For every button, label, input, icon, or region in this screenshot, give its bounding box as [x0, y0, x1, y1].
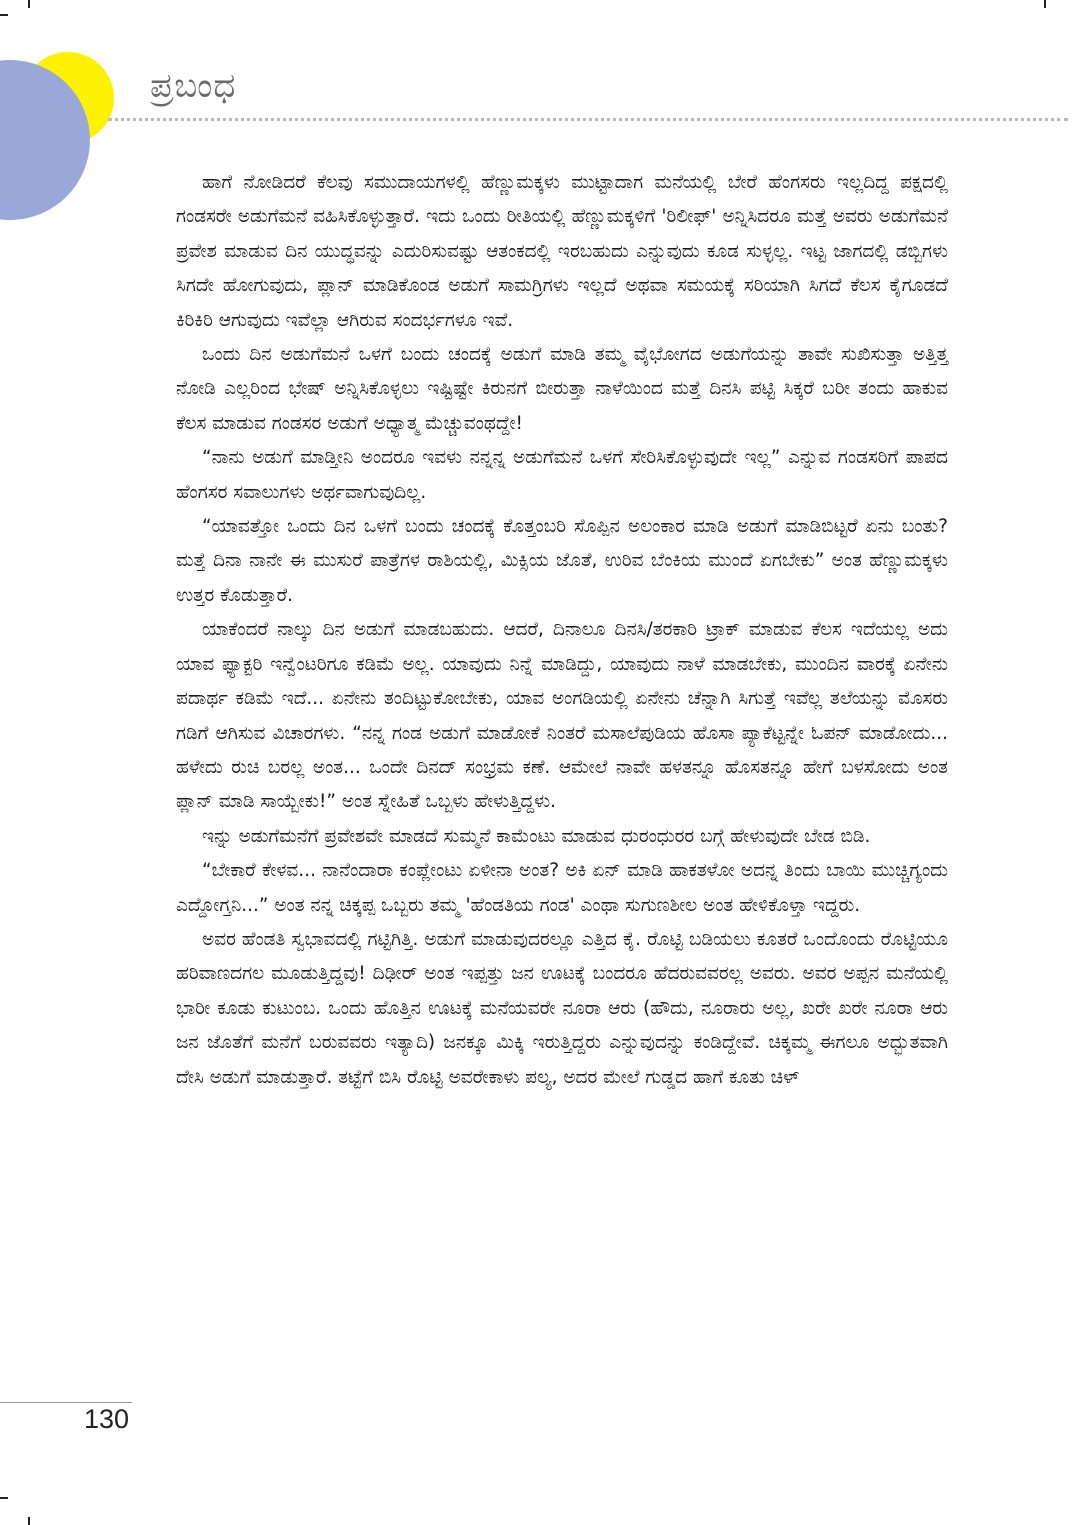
section-title: ಪ್ರಬಂಧ	[150, 66, 237, 106]
crop-mark-left-top	[0, 14, 8, 16]
crop-mark-left-bottom	[0, 1497, 8, 1499]
paragraph: “ಬೇಕಾರೆ ಕೇಳವ... ನಾನೆಂದಾರಾ ಕಂಪ್ಲೇಂಟು ಏಳೀನಾ ಅಂತ? ಅಕಿ ಏನ್ ಮಾಡಿ ಹಾಕತಳೋ ಅದನ್ನ ತಿಂದು ಬಾಯಿ ಮುಚ್ಚಿಗ್ಯಂದು ಎದ್ದೋಗ್ತನಿ...” ಅಂತ ನನ್ನ ಚಿಕ್ಕಪ್ಪ ಒಬ್ಬರು ತಮ್ಮ 'ಹೆಂಡತಿಯ ಗಂಡ' ಎಂಥಾ ಸುಗುಣಶೀಲ ಅಂತ ಹೇಳಿಕೊಳ್ತಾ ಇದ್ದರು.	[176, 860, 948, 916]
footer-rule	[0, 1402, 132, 1403]
dotted-header-rule	[108, 118, 1068, 121]
crop-mark-bottom-left	[28, 1517, 30, 1525]
paragraph: “ಯಾವತ್ತೋ ಒಂದು ದಿನ ಒಳಗೆ ಬಂದು ಚಂದಕ್ಕೆ ಕೊತ್ತಂಬರಿ ಸೊಪ್ಪಿನ ಅಲಂಕಾರ ಮಾಡಿ ಅಡುಗೆ ಮಾಡಿಬಿಟ್ಟರೆ ಏನು ಬಂತು? ಮತ್ತೆ ದಿನಾ ನಾನೇ ಈ ಮುಸುರೆ ಪಾತ್ರೆಗಳ ರಾಶಿಯಲ್ಲಿ, ಮಿಕ್ಸಿಯ ಜೊತೆ, ಉರಿವ ಬೆಂಕಿಯ ಮುಂದೆ ಏಗಬೇಕು” ಅಂತ ಹೆಣ್ಣುಮಕ್ಕಳು ಉತ್ತರ ಕೊಡುತ್ತಾರೆ.	[176, 516, 948, 606]
paragraph: ಅವರ ಹೆಂಡತಿ ಸ್ವಭಾವದಲ್ಲಿ ಗಟ್ಟಿಗಿತ್ತಿ. ಅಡುಗೆ ಮಾಡುವುದರಲ್ಲೂ ಎತ್ತಿದ ಕೈ. ರೊಟ್ಟಿ ಬಡಿಯಲು ಕೂತರೆ ಒಂದೊಂದು ರೊಟ್ಟಿಯೂ ಹರಿವಾಣದಗಲ ಮೂಡುತ್ತಿದ್ದವು! ದಿಢೀರ್ ಅಂತ ಇಪ್ಪತ್ತು ಜನ ಊಟಕ್ಕೆ ಬಂದರೂ ಹೆದರುವವರಲ್ಲ ಅವರು. ಅವರ ಅಪ್ಪನ ಮನೆಯಲ್ಲಿ ಭಾರೀ ಕೂಡು ಕುಟುಂಬ. ಒಂದು ಹೊತ್ತಿನ ಊಟಕ್ಕೆ ಮನೆಯವರೇ ನೂರಾ ಆರು (ಹೌದು, ನೂರಾರು ಅಲ್ಲ, ಖರೇ ಖರೇ ನೂರಾ ಆರು ಜನ ಜೊತೆಗೆ ಮನೆಗೆ ಬರುವವರು ಇತ್ಯಾದಿ) ಜನಕ್ಕೂ ಮಿಕ್ಕಿ ಇರುತ್ತಿದ್ದರು ಎನ್ನುವುದನ್ನು ಕಂಡಿದ್ದೇವೆ. ಚಿಕ್ಕಮ್ಮ ಈಗಲೂ ಅದ್ಭುತವಾಗಿ ದೇಸಿ ಅಡುಗೆ ಮಾಡುತ್ತಾರೆ. ತಟ್ಟೆಗೆ ಬಿಸಿ ರೊಟ್ಟಿ ಅವರೇಕಾಳು ಪಲ್ಯ, ಅದರ ಮೇಲೆ ಗುಡ್ಡದ ಹಾಗೆ ಕೂತು ಚಿಳ್	[176, 928, 948, 1088]
paragraph: ಯಾಕೆಂದರೆ ನಾಲ್ಕು ದಿನ ಅಡುಗೆ ಮಾಡಬಹುದು. ಆದರೆ, ದಿನಾಲೂ ದಿನಸಿ/ತರಕಾರಿ ಟ್ರಾಕ್ ಮಾಡುವ ಕೆಲಸ ಇದೆಯಲ್ಲ ಅದು ಯಾವ ಫ್ಯಾಕ್ಟರಿ ಇನ್ವೆಂಟರಿಗೂ ಕಡಿಮೆ ಅಲ್ಲ. ಯಾವುದು ನಿನ್ನೆ ಮಾಡಿದ್ದು, ಯಾವುದು ನಾಳೆ ಮಾಡಬೇಕು, ಮುಂದಿನ ವಾರಕ್ಕೆ ಏನೇನು ಪದಾರ್ಥ ಕಡಿಮೆ ಇದೆ... ಏನೇನು ತಂದಿಟ್ಟುಕೋಬೇಕು, ಯಾವ ಅಂಗಡಿಯಲ್ಲಿ ಏನೇನು ಚೆನ್ನಾಗಿ ಸಿಗುತ್ತೆ ಇವೆಲ್ಲ ತಲೆಯನ್ನು ಮೊಸರು ಗಡಿಗೆ ಆಗಿಸುವ ವಿಚಾರಗಳು. “ನನ್ನ ಗಂಡ ಅಡುಗೆ ಮಾಡೋಕೆ ನಿಂತರೆ ಮಸಾಲೆಪುಡಿಯ ಹೊಸಾ ಪ್ಯಾಕೆಟ್ಟನ್ನೇ ಓಪನ್ ಮಾಡೋದು... ಹಳೇದು ರುಚಿ ಬರಲ್ಲ ಅಂತ... ಒಂದೇ ದಿನದ್ ಸಂಭ್ರಮ ಕಣೆ. ಆಮೇಲೆ ನಾವೇ ಹಳತನ್ನೂ ಹೊಸತನ್ನೂ ಹೇಗೆ ಬಳಸೋದು ಅಂತ ಪ್ಲಾನ್ ಮಾಡಿ ಸಾಯ್ಬೇಕು!” ಅಂತ ಸ್ನೇಹಿತೆ ಒಬ್ಬಳು ಹೇಳುತ್ತಿದ್ದಳು.	[176, 619, 948, 813]
crop-mark-top-right	[1044, 0, 1046, 8]
paragraph: “ನಾನು ಅಡುಗೆ ಮಾಡ್ತೀನಿ ಅಂದರೂ ಇವಳು ನನ್ನನ್ನ ಅಡುಗೆಮನೆ ಒಳಗೆ ಸೇರಿಸಿಕೊಳ್ಳುವುದೇ ಇಲ್ಲ” ಎನ್ನುವ ಗಂಡಸರಿಗೆ ಪಾಪದ ಹೆಂಗಸರ ಸವಾಲುಗಳು ಅರ್ಥವಾಗುವುದಿಲ್ಲ.	[176, 447, 948, 503]
paragraph: ಒಂದು ದಿನ ಅಡುಗೆಮನೆ ಒಳಗೆ ಬಂದು ಚಂದಕ್ಕೆ ಅಡುಗೆ ಮಾಡಿ ತಮ್ಮ ವೈಭೋಗದ ಅಡುಗೆಯನ್ನು ತಾವೇ ಸುಖಿಸುತ್ತಾ ಅತ್ತಿತ್ತ ನೋಡಿ ಎಲ್ಲರಿಂದ ಭೇಷ್ ಅನ್ನಿಸಿಕೊಳ್ಳಲು ಇಷ್ಟಿಷ್ಟೇ ಕಿರುನಗೆ ಬೀರುತ್ತಾ ನಾಳೆಯಿಂದ ಮತ್ತೆ ದಿನಸಿ ಪಟ್ಟಿ ಸಿಕ್ಕರೆ ಬರೀ ತಂದು ಹಾಕುವ ಕೆಲಸ ಮಾಡುವ ಗಂಡಸರ ಅಡುಗೆ ಅಧ್ಯಾತ್ಮ ಮೆಚ್ಚುವಂಥದ್ದೇ!	[176, 344, 948, 434]
page-number: 130	[84, 1404, 130, 1434]
article-body	[176, 166, 948, 1095]
crop-mark-top-left	[28, 0, 30, 8]
paragraph: ಹಾಗೆ ನೋಡಿದರೆ ಕೆಲವು ಸಮುದಾಯಗಳಲ್ಲಿ ಹೆಣ್ಣುಮಕ್ಕಳು ಮುಟ್ಟಾದಾಗ ಮನೆಯಲ್ಲಿ ಬೇರೆ ಹೆಂಗಸರು ಇಲ್ಲದಿದ್ದ ಪಕ್ಷದಲ್ಲಿ ಗಂಡಸರೇ ಅಡುಗೆಮನೆ ವಹಿಸಿಕೊಳ್ಳುತ್ತಾರೆ. ಇದು ಒಂದು ರೀತಿಯಲ್ಲಿ ಹೆಣ್ಣುಮಕ್ಕಳಿಗೆ 'ರಿಲೀಫ್' ಅನ್ನಿಸಿದರೂ ಮತ್ತೆ ಅವರು ಅಡುಗೆಮನೆ ಪ್ರವೇಶ ಮಾಡುವ ದಿನ ಯುದ್ಧವನ್ನು ಎದುರಿಸುವಷ್ಟು ಆತಂಕದಲ್ಲಿ ಇರಬಹುದು ಎನ್ನುವುದು ಕೂಡ ಸುಳ್ಳಲ್ಲ. ಇಟ್ಟ ಜಾಗದಲ್ಲಿ ಡಬ್ಬಿಗಳು ಸಿಗದೇ ಹೋಗುವುದು, ಪ್ಲಾನ್ ಮಾಡಿಕೊಂಡ ಅಡುಗೆ ಸಾಮಗ್ರಿಗಳು ಇಲ್ಲದೆ ಅಥವಾ ಸಮಯಕ್ಕೆ ಸರಿಯಾಗಿ ಸಿಗದೆ ಕೆಲಸ ಕೈಗೂಡದೆ ಕಿರಿಕಿರಿ ಆಗುವುದು ಇವೆಲ್ಲಾ ಆಗಿರುವ ಸಂದರ್ಭಗಳೂ ಇವೆ.	[176, 172, 948, 331]
paragraph: ಇನ್ನು ಅಡುಗೆಮನೆಗೆ ಪ್ರವೇಶವೇ ಮಾಡದೆ ಸುಮ್ಮನೆ ಕಾಮೆಂಟು ಮಾಡುವ ಧುರಂಧುರರ ಬಗ್ಗೆ ಹೇಳುವುದೇ ಬೇಡ ಬಿಡಿ.	[202, 825, 871, 847]
